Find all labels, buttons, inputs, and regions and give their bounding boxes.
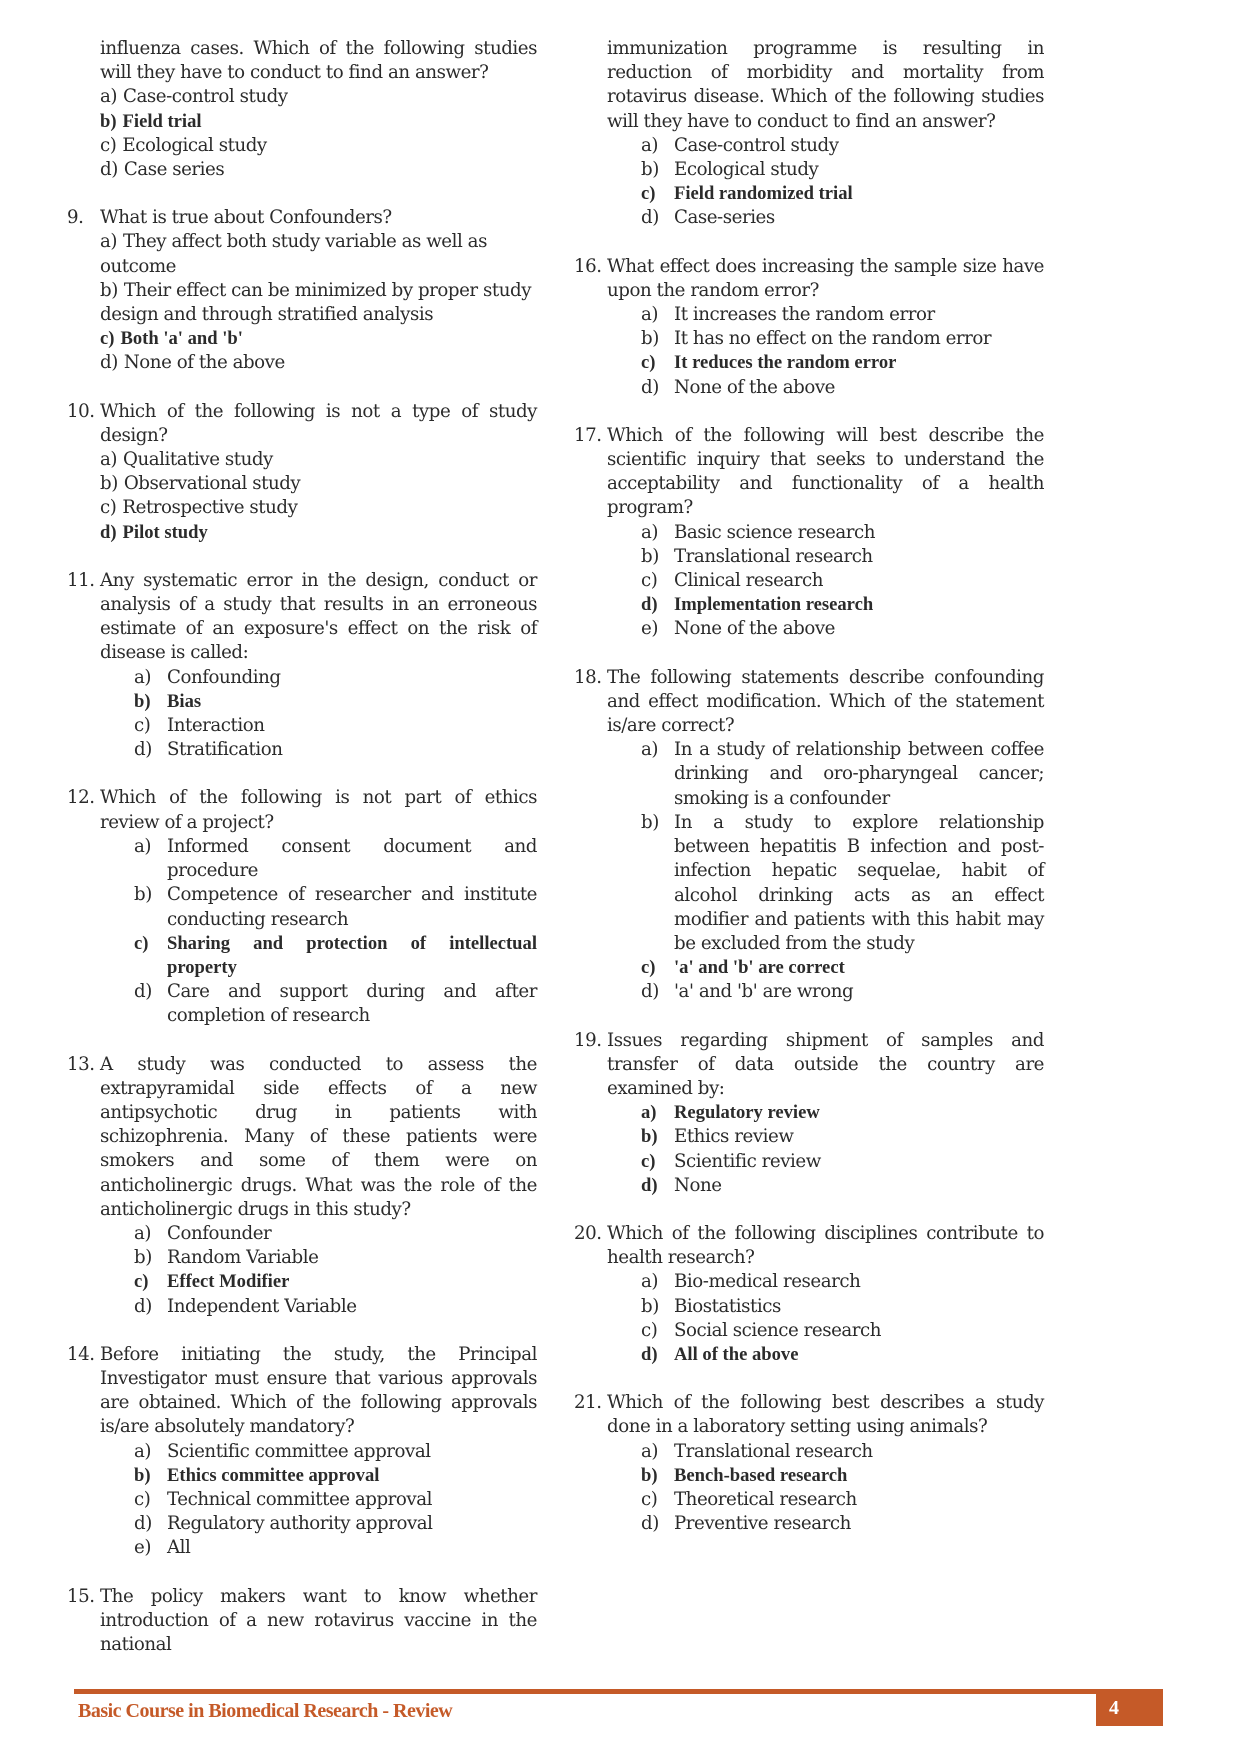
question-10 xyxy=(67,400,537,545)
question-number: 14. xyxy=(67,1343,95,1365)
left-column xyxy=(67,37,537,1657)
option-b: b) Their effect can be minimized by proper study design and through stratified analysis xyxy=(100,279,532,326)
question-number: 21. xyxy=(574,1392,602,1414)
option-d: d) Preventive research xyxy=(641,1513,851,1535)
option-c-correct: c) Effect Modifier xyxy=(134,1271,290,1293)
question-stem: immunization programme is resulting in reduction of morbidity and mortality from rotavirus disease. Which of the following studies will they have to conduct to find an answer? xyxy=(607,38,1044,132)
question-stem: A study was conducted to assess the extrapyramidal side effects of a new antipsychotic drug in patients with schizophrenia. Many of these patients were smokers and some of them were on anticholinergic drugs. What was the role of the anticholinergic drugs in this study? xyxy=(100,1053,537,1220)
option-d: d) None of the above xyxy=(100,352,285,374)
question-stem: What is true about Confounders? xyxy=(100,207,392,229)
question-number: 9. xyxy=(67,207,84,229)
option-d: d) Case-series xyxy=(641,207,775,229)
option-d: d) Stratification xyxy=(134,739,283,761)
option-c: c) Theoretical research xyxy=(641,1488,857,1510)
option-c: c) Interaction xyxy=(134,715,265,737)
question-number: 10. xyxy=(67,400,95,422)
option-b: b) Translational research xyxy=(641,545,873,567)
option-d: d) 'a' and 'b' are wrong xyxy=(641,981,854,1003)
option-c: c) Retrospective study xyxy=(100,497,298,519)
option-d: d) Care and support during and after completion of research xyxy=(134,981,537,1027)
question-number: 11. xyxy=(67,569,95,591)
question-19 xyxy=(574,1029,1044,1198)
option-c-correct: c) Field randomized trial xyxy=(641,183,853,205)
question-stem: Any systematic error in the design, conduct or analysis of a study that results in an erroneous estimate of an exposure's effect on the risk of disease is called: xyxy=(100,569,537,664)
option-c: c) Scientific review xyxy=(641,1150,821,1172)
question-16 xyxy=(574,255,1044,400)
option-c: c) Ecological study xyxy=(100,134,267,156)
option-a: a) It increases the random error xyxy=(641,304,935,326)
option-a: a) Scientific committee approval xyxy=(134,1440,431,1462)
option-e: e) All xyxy=(134,1537,191,1559)
question-15-continued xyxy=(574,37,1044,231)
footer-divider xyxy=(74,1689,1163,1694)
option-d: d) None of the above xyxy=(641,376,835,398)
option-b: b) It has no effect on the random error xyxy=(641,328,992,350)
option-d-correct: d) All of the above xyxy=(641,1343,799,1365)
page-number: 4 xyxy=(1109,1697,1119,1719)
option-a: a) In a study of relationship between coffee drinking and oro-pharyngeal cancer; smoking is a confounder xyxy=(641,739,1044,809)
option-d: d) Regulatory authority approval xyxy=(134,1513,433,1535)
question-number: 17. xyxy=(574,424,602,446)
option-d: d) Independent Variable xyxy=(134,1295,357,1317)
option-b: b) Biostatistics xyxy=(641,1295,781,1317)
question-9 xyxy=(67,206,537,375)
page-number-badge xyxy=(1096,1691,1163,1726)
question-stem: The policy makers want to know whether introduction of a new rotavirus vaccine in the national xyxy=(100,1585,537,1655)
option-b: b) Random Variable xyxy=(134,1247,319,1269)
option-a: a) Case-control study xyxy=(100,86,288,108)
question-11 xyxy=(67,569,537,763)
question-8-continued xyxy=(67,37,537,182)
question-number: 12. xyxy=(67,787,95,809)
option-c-correct: c) Sharing and protection of intellectual property xyxy=(134,932,537,978)
question-13 xyxy=(67,1053,537,1319)
option-c: c) Technical committee approval xyxy=(134,1488,433,1510)
question-18 xyxy=(574,666,1044,1005)
option-b-correct: b) Bench-based research xyxy=(641,1464,848,1486)
option-c: c) Social science research xyxy=(641,1319,882,1341)
option-a: a) Qualitative study xyxy=(100,449,273,471)
option-d-correct: d) Pilot study xyxy=(100,521,208,543)
footer-title: Basic Course in Biomedical Research - Review xyxy=(78,1700,453,1722)
question-stem: What effect does increasing the sample size have upon the random error? xyxy=(607,255,1044,301)
option-c-correct: c) It reduces the random error xyxy=(641,352,897,374)
question-21 xyxy=(574,1391,1044,1536)
option-b: b) Competence of researcher and institute conducting research xyxy=(134,884,537,930)
question-stem: Which of the following will best describe the scientific inquiry that seeks to understand the acceptability and functionality of a health program? xyxy=(607,424,1044,519)
option-c: c) Clinical research xyxy=(641,570,824,592)
question-stem: Which of the following is not part of ethics review of a project? xyxy=(100,787,537,833)
option-c-correct: c) 'a' and 'b' are correct xyxy=(641,957,845,979)
question-number: 15. xyxy=(67,1585,95,1607)
option-b: b) Observational study xyxy=(100,473,301,495)
right-column xyxy=(574,37,1044,1536)
question-stem: Issues regarding shipment of samples and transfer of data outside the country are examined by: xyxy=(607,1029,1044,1099)
option-b-correct: b) Field trial xyxy=(100,110,202,132)
option-a: a) Translational research xyxy=(641,1440,873,1462)
option-a: a) They affect both study variable as well as outcome xyxy=(100,231,487,277)
option-a: a) Bio-medical research xyxy=(641,1271,861,1293)
option-a: a) Basic science research xyxy=(641,521,875,543)
option-a-correct: a) Regulatory review xyxy=(641,1102,820,1124)
option-a: a) Case-control study xyxy=(641,134,839,156)
option-b: b) Ecological study xyxy=(641,159,819,181)
option-e: e) None of the above xyxy=(641,618,835,640)
question-number: 13. xyxy=(67,1053,95,1075)
option-b-correct: b) Ethics committee approval xyxy=(134,1464,380,1486)
option-a: a) Informed consent document and procedure xyxy=(134,835,537,882)
question-number: 19. xyxy=(574,1029,602,1051)
question-stem: influenza cases. Which of the following studies will they have to conduct to find an answer? xyxy=(100,38,537,84)
question-number: 18. xyxy=(574,666,602,688)
question-number: 20. xyxy=(574,1222,602,1244)
option-b: b) Ethics review xyxy=(641,1126,794,1148)
question-14 xyxy=(67,1343,537,1561)
option-d: d) None xyxy=(641,1174,722,1196)
question-number: 16. xyxy=(574,255,602,277)
question-17 xyxy=(574,424,1044,642)
question-stem: Which of the following best describes a study done in a laboratory setting using animals? xyxy=(607,1392,1044,1438)
question-stem: Which of the following disciplines contribute to health research? xyxy=(607,1222,1044,1269)
question-stem: Which of the following is not a type of study design? xyxy=(100,400,537,446)
option-d: d) Case series xyxy=(100,159,225,181)
question-stem: The following statements describe confounding and effect modification. Which of the statement is/are correct? xyxy=(607,666,1044,737)
option-c-correct: c) Both 'a' and 'b' xyxy=(100,328,243,350)
option-b: b) In a study to explore relationship between hepatitis B infection and post-infection hepatic sequelae, habit of alcohol drinking acts as an effect modifier and patients with this habit may be excluded from the study xyxy=(641,811,1044,954)
option-a: a) Confounding xyxy=(134,666,281,688)
question-12 xyxy=(67,786,537,1028)
option-b-correct: b) Bias xyxy=(134,690,202,712)
question-stem: Before initiating the study, the Principal Investigator must ensure that various approvals are obtained. Which of the following approvals is/are absolutely mandatory? xyxy=(100,1343,537,1438)
option-a: a) Confounder xyxy=(134,1222,272,1244)
option-d-correct: d) Implementation research xyxy=(641,594,874,616)
question-20 xyxy=(574,1222,1044,1367)
question-15 xyxy=(67,1585,537,1658)
